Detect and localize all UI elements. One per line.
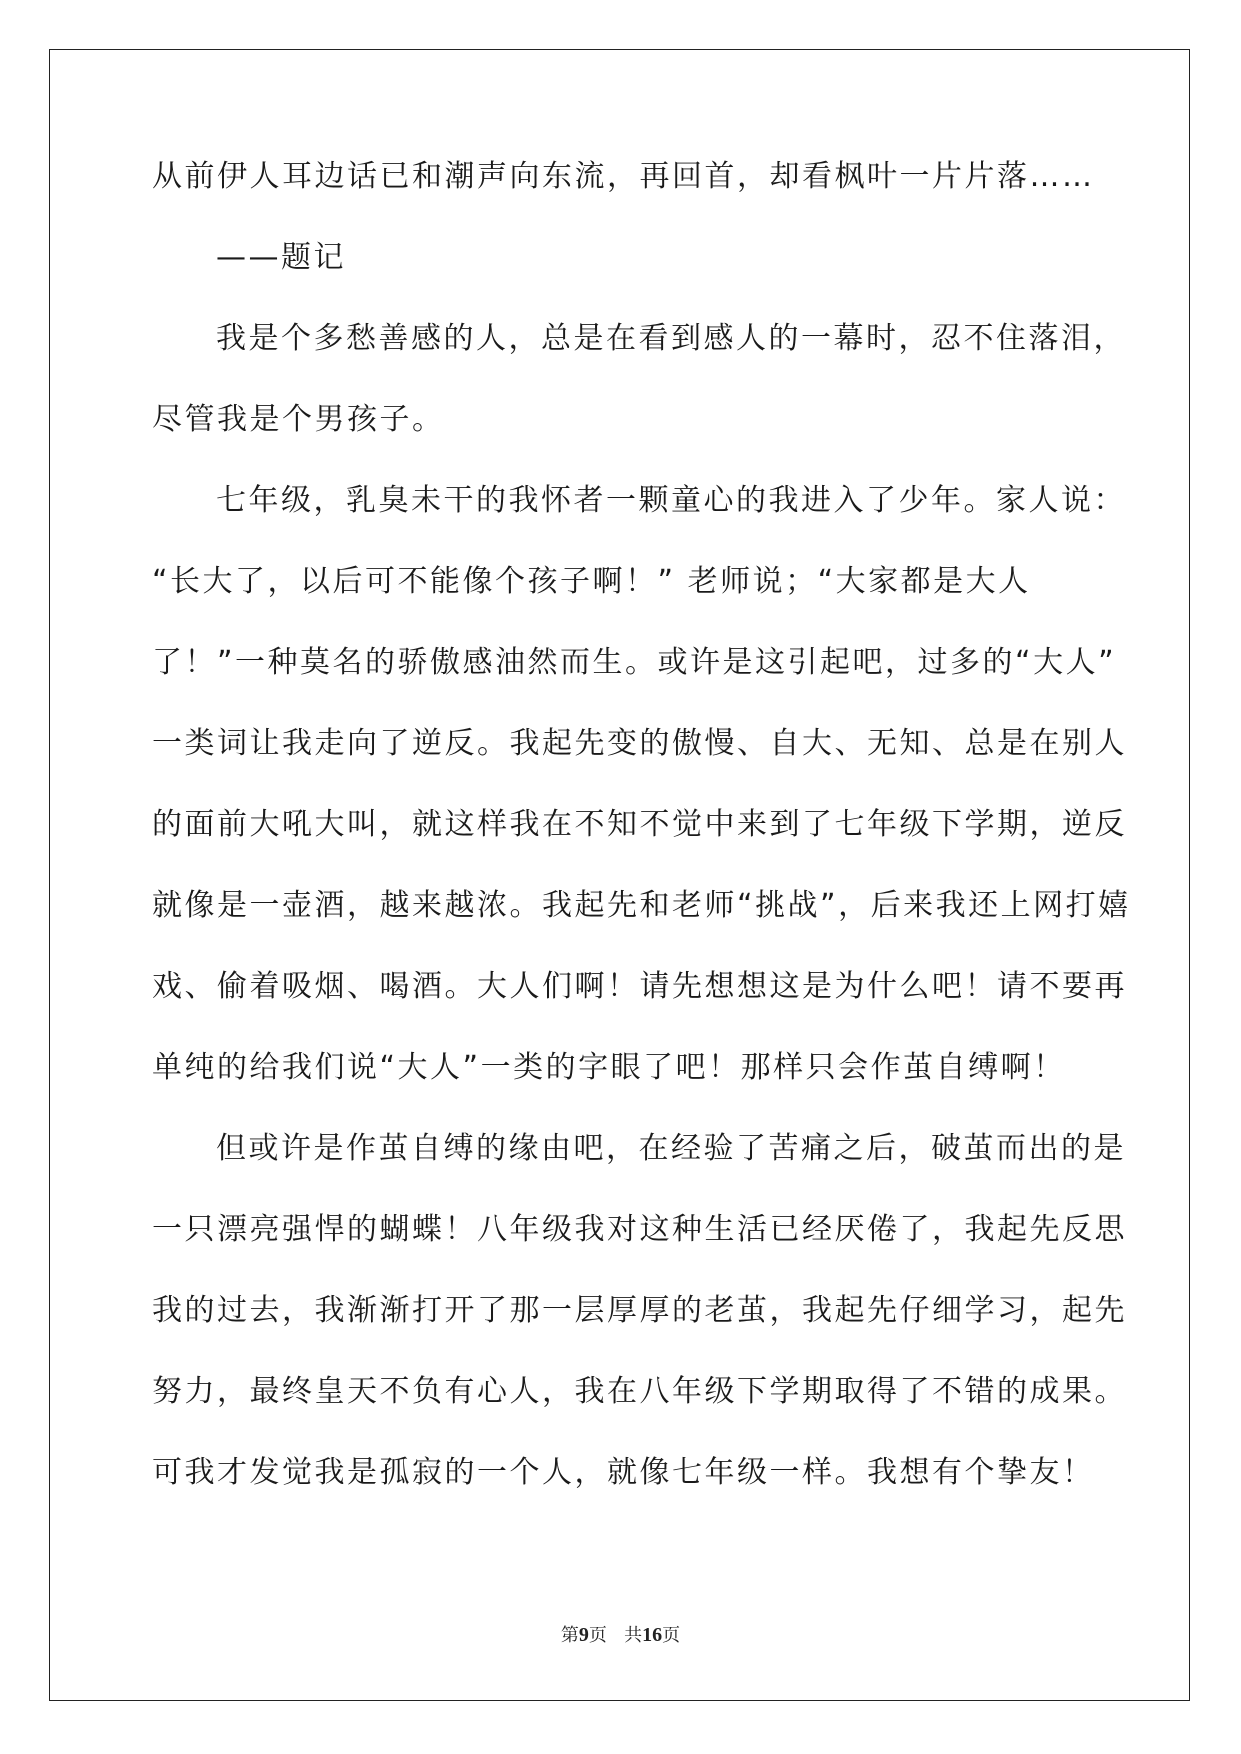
footer-prefix: 第 xyxy=(560,1625,579,1646)
footer-total-suffix: 页 xyxy=(662,1625,681,1646)
total-pages-number: 16 xyxy=(642,1624,663,1646)
text-line-9: 的面前大吼大叫，就这样我在不知不觉中来到了七年级下学期，逆反 xyxy=(152,807,1127,842)
footer-total-prefix: 共 xyxy=(624,1625,643,1646)
text-line-16: 努力，最终皇天不负有心人，我在八年级下学期取得了不错的成果。 xyxy=(152,1374,1127,1409)
text-line-8: 一类词让我走向了逆反。我起先变的傲慢、自大、无知、总是在别人 xyxy=(152,726,1127,761)
text-line-5: 七年级，乳臭未干的我怀者一颗童心的我进入了少年。家人说： xyxy=(216,483,1126,518)
epigraph-attribution: ——题记 xyxy=(216,240,346,275)
document-body xyxy=(152,159,1131,1537)
text-line-10: 就像是一壶酒，越来越浓。我起先和老师“挑战”，后来我还上网打嬉 xyxy=(152,888,1131,923)
text-line-12: 单纯的给我们说“大人”一类的字眼了吧！那样只会作茧自缚啊！ xyxy=(152,1050,1066,1085)
current-page-number: 9 xyxy=(578,1624,589,1646)
text-line-7: 了！”一种莫名的骄傲感油然而生。或许是这引起吧，过多的“大人” xyxy=(152,645,1117,680)
text-line-15: 我的过去，我渐渐打开了那一层厚厚的老茧，我起先仔细学习，起先 xyxy=(152,1293,1127,1328)
text-line-1: 从前伊人耳边话已和潮声向东流，再回首，却看枫叶一片片落…… xyxy=(152,159,1095,194)
text-line-14: 一只漂亮强悍的蝴蝶！八年级我对这种生活已经厌倦了，我起先反思 xyxy=(152,1212,1127,1247)
text-line-6: “长大了，以后可不能像个孩子啊！” 老师说；“大家都是大人 xyxy=(152,564,1031,599)
footer-page-word: 页 xyxy=(588,1625,607,1646)
text-line-17: 可我才发觉我是孤寂的一个人，就像七年级一样。我想有个挚友！ xyxy=(152,1455,1095,1490)
text-line-4: 尽管我是个男孩子。 xyxy=(152,402,445,437)
text-line-11: 戏、偷着吸烟、喝酒。大人们啊！请先想想这是为什么吧！请不要再 xyxy=(152,969,1127,1004)
text-line-13: 但或许是作茧自缚的缘由吧，在经验了苦痛之后，破茧而出的是 xyxy=(216,1131,1126,1166)
page-footer xyxy=(0,1621,1241,1647)
text-line-3: 我是个多愁善感的人，总是在看到感人的一幕时，忍不住落泪， xyxy=(216,321,1126,356)
